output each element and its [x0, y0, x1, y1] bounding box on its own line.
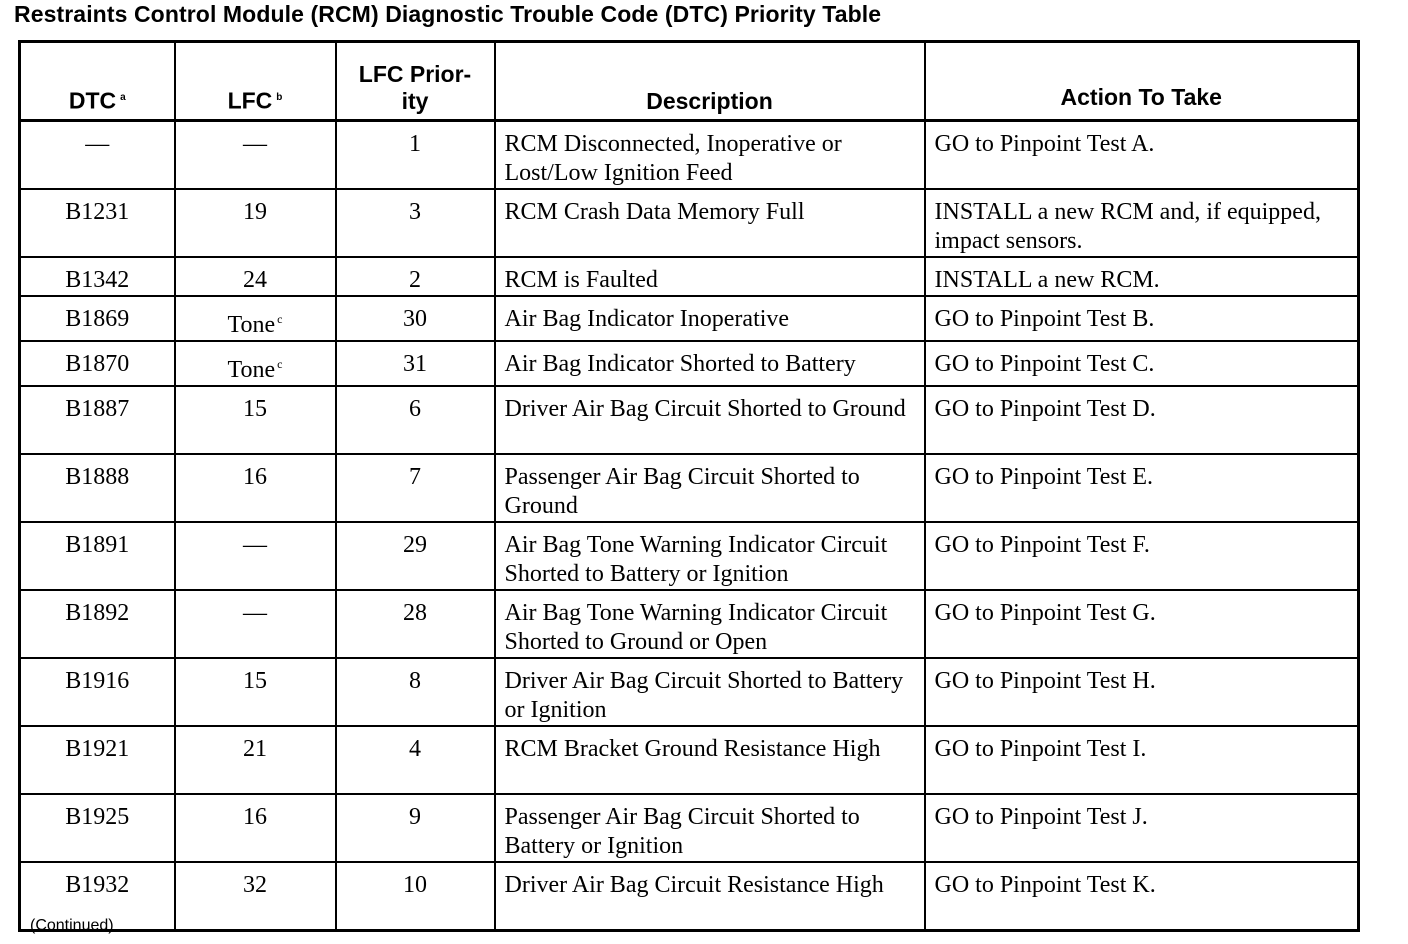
dtc-cell: B1925 [20, 794, 175, 862]
description-cell: Passenger Air Bag Circuit Shorted to Battery or Ignition [495, 794, 925, 862]
priority-cell: 2 [336, 257, 495, 296]
priority-cell: 4 [336, 726, 495, 794]
description-cell: Driver Air Bag Circuit Resistance High [495, 862, 925, 930]
description-cell: Air Bag Tone Warning Indicator Circuit Shorted to Battery or Ignition [495, 522, 925, 590]
table-row [20, 590, 1359, 658]
description-cell: Air Bag Indicator Shorted to Battery [495, 341, 925, 386]
description-cell: RCM is Faulted [495, 257, 925, 296]
table-row [20, 257, 1359, 296]
table-row [20, 726, 1359, 794]
dtc-cell: B1888 [20, 454, 175, 522]
table-row [20, 658, 1359, 726]
lfc-cell: Tone $^c$ [175, 296, 336, 341]
dtc-cell: B1916 [20, 658, 175, 726]
lfc-cell: — [175, 590, 336, 658]
dtc-cell: B1892 [20, 590, 175, 658]
action-cell: INSTALL a new RCM. [925, 257, 1359, 296]
priority-cell: 10 [336, 862, 495, 930]
action-cell: INSTALL a new RCM and, if equipped, impact sensors. [925, 189, 1359, 257]
description-cell: RCM Crash Data Memory Full [495, 189, 925, 257]
dtc-cell: B1921 [20, 726, 175, 794]
dtc-cell: B1932 [20, 862, 175, 930]
footnote-marker: a [120, 92, 126, 104]
description-cell: Driver Air Bag Circuit Shorted to Battery or Ignition [495, 658, 925, 726]
table-header-row [20, 42, 1359, 121]
table-row [20, 386, 1359, 454]
lfc-cell: 19 [175, 189, 336, 257]
description-cell: RCM Bracket Ground Resistance High [495, 726, 925, 794]
continued-note: (Continued) [30, 917, 114, 934]
dtc-cell: — [20, 121, 175, 190]
priority-cell: 6 [336, 386, 495, 454]
description-cell: Air Bag Indicator Inoperative [495, 296, 925, 341]
action-cell: GO to Pinpoint Test K. [925, 862, 1359, 930]
table-row [20, 794, 1359, 862]
description-cell: Passenger Air Bag Circuit Shorted to Ground [495, 454, 925, 522]
priority-cell: 7 [336, 454, 495, 522]
lfc-cell: 16 [175, 454, 336, 522]
priority-cell: 30 [336, 296, 495, 341]
footnote-marker: c [277, 312, 283, 326]
priority-cell: 1 [336, 121, 495, 190]
column-header-action: Action To Take [925, 42, 1359, 121]
dtc-cell: B1870 [20, 341, 175, 386]
table-row [20, 121, 1359, 190]
description-cell: Driver Air Bag Circuit Shorted to Ground [495, 386, 925, 454]
column-header-description: Description [495, 42, 925, 121]
action-cell: GO to Pinpoint Test C. [925, 341, 1359, 386]
table-row [20, 341, 1359, 386]
lfc-cell: — [175, 522, 336, 590]
priority-cell: 3 [336, 189, 495, 257]
dtc-priority-table [18, 40, 1360, 932]
lfc-cell: 15 [175, 386, 336, 454]
lfc-cell: 15 [175, 658, 336, 726]
priority-cell: 28 [336, 590, 495, 658]
action-cell: GO to Pinpoint Test A. [925, 121, 1359, 190]
table-row [20, 862, 1359, 930]
lfc-cell: 16 [175, 794, 336, 862]
footnote-marker: b [276, 92, 283, 104]
priority-cell: 8 [336, 658, 495, 726]
action-cell: GO to Pinpoint Test J. [925, 794, 1359, 862]
action-cell: GO to Pinpoint Test G. [925, 590, 1359, 658]
action-cell: GO to Pinpoint Test F. [925, 522, 1359, 590]
dtc-cell: B1891 [20, 522, 175, 590]
action-cell: GO to Pinpoint Test H. [925, 658, 1359, 726]
column-header-lfc-priority: LFC Prior- ity [336, 42, 495, 121]
priority-cell: 29 [336, 522, 495, 590]
lfc-cell: 24 [175, 257, 336, 296]
lfc-cell: — [175, 121, 336, 190]
dtc-cell: B1887 [20, 386, 175, 454]
dtc-cell: B1231 [20, 189, 175, 257]
dtc-cell: B1342 [20, 257, 175, 296]
priority-cell: 9 [336, 794, 495, 862]
description-cell: RCM Disconnected, Inoperative or Lost/Low Ignition Feed [495, 121, 925, 190]
action-cell: GO to Pinpoint Test I. [925, 726, 1359, 794]
column-header-dtc: DTC $^a$ [20, 42, 175, 121]
priority-cell: 31 [336, 341, 495, 386]
lfc-cell: 32 [175, 862, 336, 930]
page-title: Restraints Control Module (RCM) Diagnostic Trouble Code (DTC) Priority Table [14, 1, 882, 27]
dtc-cell: B1869 [20, 296, 175, 341]
table-row [20, 522, 1359, 590]
action-cell: GO to Pinpoint Test B. [925, 296, 1359, 341]
footnote-marker: c [277, 357, 283, 371]
column-header-lfc: LFC $^b$ [175, 42, 336, 121]
table-row [20, 454, 1359, 522]
table-row [20, 296, 1359, 341]
lfc-cell: 21 [175, 726, 336, 794]
lfc-cell: Tone $^c$ [175, 341, 336, 386]
action-cell: GO to Pinpoint Test D. [925, 386, 1359, 454]
table-row [20, 189, 1359, 257]
action-cell: GO to Pinpoint Test E. [925, 454, 1359, 522]
description-cell: Air Bag Tone Warning Indicator Circuit Shorted to Ground or Open [495, 590, 925, 658]
